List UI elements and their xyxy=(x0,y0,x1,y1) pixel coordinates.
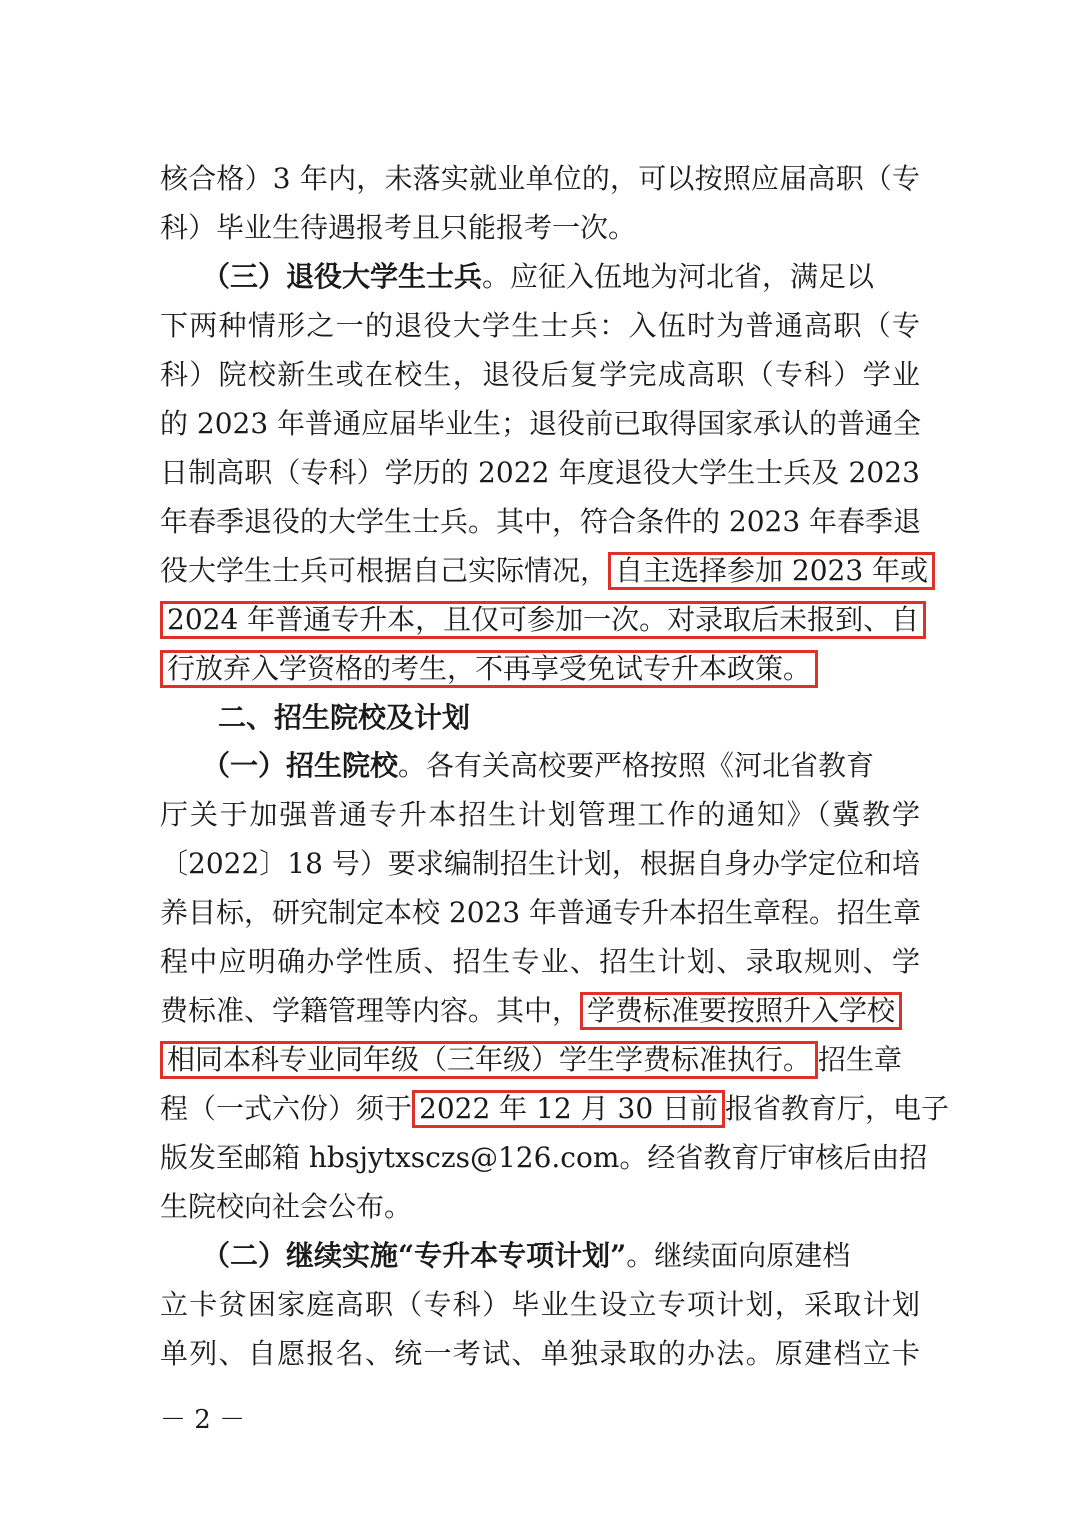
text-segment: 年春季退役的大学生士兵。其中，符合条件的 2023 年春季退 xyxy=(160,505,922,538)
highlighted-text: 学费标准要按照升入学校 xyxy=(580,992,902,1030)
highlighted-text: 相同本科专业同年级（三年级）学生学费标准执行。 xyxy=(160,1041,818,1079)
text-line xyxy=(160,938,920,986)
text-line xyxy=(160,155,920,203)
text-line xyxy=(160,1085,950,1133)
bold-lead-text: （二）继续实施“专升本专项计划” xyxy=(160,1239,627,1272)
text-segment: 核合格）3 年内，未落实就业单位的，可以按照应届高职（专 xyxy=(160,162,921,195)
text-line xyxy=(160,840,920,888)
text-segment: 招生章 xyxy=(818,1043,903,1076)
text-line xyxy=(160,400,920,448)
text-segment: 厅关于加强普通专升本招生计划管理工作的通知》（冀教学 xyxy=(160,798,922,831)
text-line xyxy=(160,1134,928,1182)
text-segment: 〔2022〕18 号）要求编制招生计划，根据自身办学定位和培 xyxy=(160,847,921,880)
text-segment: 的 2023 年普通应届毕业生；退役前已取得国家承认的普通全 xyxy=(160,407,922,440)
text-segment: 费标准、学籍管理等内容。其中， xyxy=(160,994,581,1027)
text-line xyxy=(160,1232,920,1280)
text-segment: 单列、自愿报名、统一考试、单独录取的办法。原建档立卡 xyxy=(160,1337,922,1370)
text-segment: 役大学生士兵可根据自己实际情况， xyxy=(160,554,609,587)
bold-lead-text: （三）退役大学生士兵 xyxy=(160,260,483,293)
text-segment: 程中应明确办学性质、招生专业、招生计划、录取规则、学 xyxy=(160,945,922,978)
text-line xyxy=(160,449,920,497)
text-segment: 程（一式六份）须于 xyxy=(160,1092,413,1125)
section-heading: 二、招生院校及计划 xyxy=(218,701,471,734)
highlighted-text: 2024 年普通专升本，且仅可参加一次。对录取后未报到、自 xyxy=(160,601,926,639)
text-segment: 立卡贫困家庭高职（专科）毕业生设立专项计划，采取计划 xyxy=(160,1288,922,1321)
highlighted-text: 2022 年 12 月 30 日前 xyxy=(412,1090,725,1128)
text-line xyxy=(160,889,920,937)
text-line xyxy=(160,547,929,595)
text-segment: 报省教育厅，电子 xyxy=(725,1092,950,1125)
text-line xyxy=(160,742,920,790)
text-segment: 科）毕业生待遇报考且只能报考一次。 xyxy=(160,211,637,244)
text-segment: 生院校向社会公布。 xyxy=(160,1190,413,1223)
highlighted-text: 自主选择参加 2023 年或 xyxy=(608,552,935,590)
text-segment: 版发至邮箱 hbsjytxsczs@126.com。经省教育厅审核后由招 xyxy=(160,1141,928,1174)
page-number: － 2 － xyxy=(160,1405,246,1435)
bold-lead-text: （一）招生院校 xyxy=(160,749,399,782)
text-line xyxy=(160,1036,920,1084)
text-line xyxy=(160,204,920,252)
text-line xyxy=(160,302,920,350)
text-segment: 。应征入伍地为河北省，满足以 xyxy=(482,260,875,293)
text-segment: 下两种情形之一的退役大学生士兵：入伍时为普通高职（专 xyxy=(160,309,922,342)
text-line xyxy=(160,1183,920,1231)
text-segment: 。各有关高校要严格按照《河北省教育 xyxy=(398,749,875,782)
text-line xyxy=(160,351,920,399)
text-line xyxy=(160,987,920,1035)
text-line xyxy=(160,253,920,301)
text-segment: 养目标，研究制定本校 2023 年普通专升本招生章程。招生章 xyxy=(160,896,922,929)
text-line xyxy=(160,596,920,644)
text-segment: 科）院校新生或在校生，退役后复学完成高职（专科）学业 xyxy=(160,358,922,391)
text-line xyxy=(160,1281,920,1329)
text-line xyxy=(160,791,920,839)
text-line xyxy=(160,1330,920,1378)
text-segment: 日制高职（专科）学历的 2022 年度退役大学生士兵及 2023 xyxy=(160,456,921,489)
text-line xyxy=(160,645,920,693)
text-line xyxy=(160,498,920,546)
highlighted-text: 行放弃入学资格的考生，不再享受免试专升本政策。 xyxy=(160,650,818,688)
text-segment: 。继续面向原建档 xyxy=(626,1239,851,1272)
